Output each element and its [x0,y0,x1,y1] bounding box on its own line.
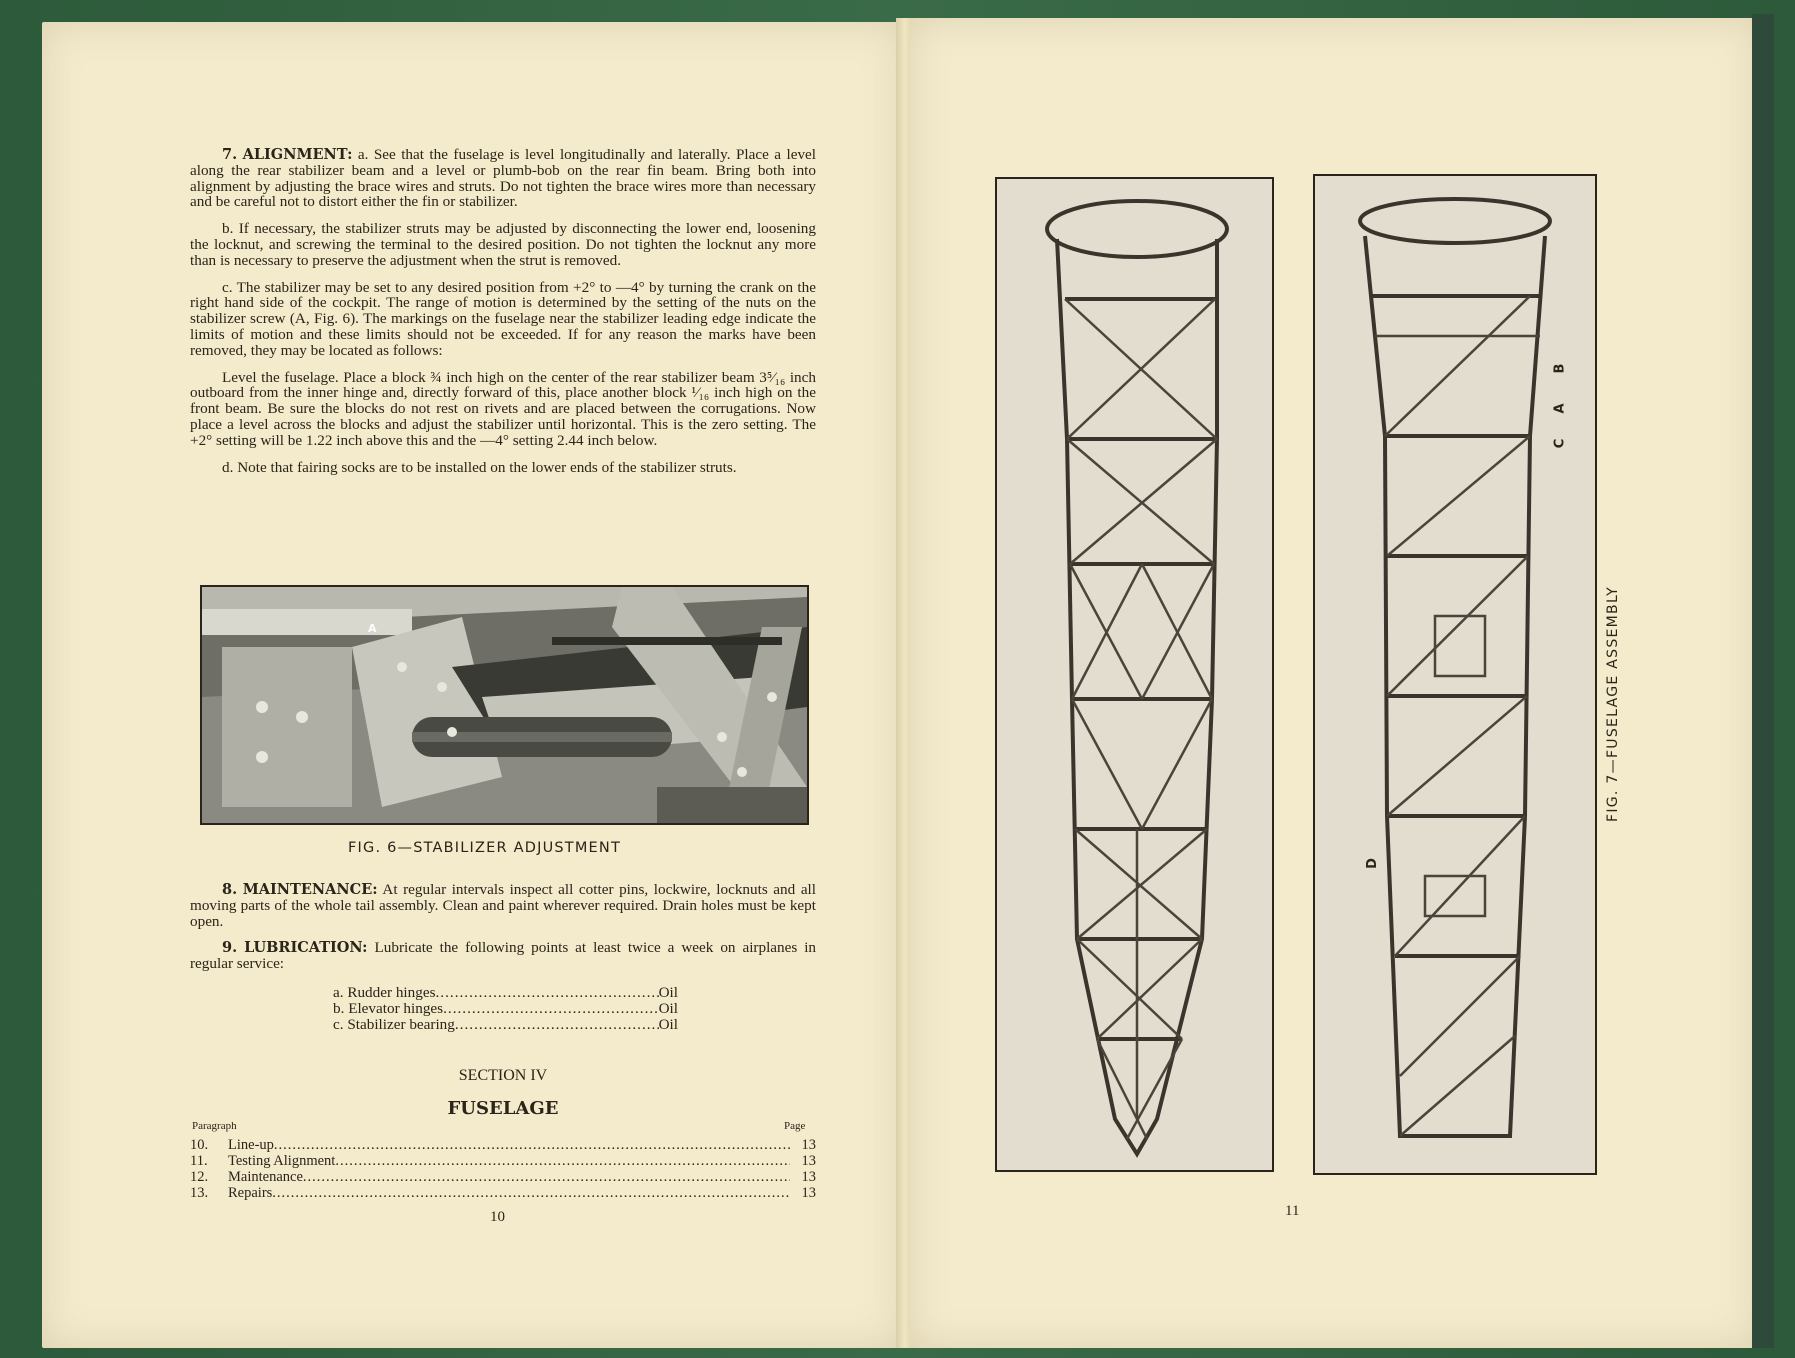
lubrication-item-value: Oil [658,1017,678,1033]
toc-entry-num: 10. [190,1137,209,1153]
toc-entry [190,1169,816,1185]
lubrication-item-label: a. Rudder hinges [333,985,436,1001]
fig7-caption: FIG. 7—FUSELAGE ASSEMBLY [1605,585,1621,822]
toc-entry-page: 13 [801,1153,816,1169]
alignment-para-b: b. If necessary, the stabilizer struts may be adjusted by disconnecting the lower end, loosening the locknut, and screwing the terminal to the desired position. Do not tighten the locknut any more than is necessary to preserve the adjustment when the strut is removed. [190,220,816,269]
lubrication-item-value: Oil [658,985,678,1001]
toc-list [190,1137,816,1201]
alignment-heading: ALIGNMENT: [242,146,353,163]
maintenance-para [190,882,816,929]
toc-entry-page: 13 [801,1137,816,1153]
maintenance-text: At regular intervals inspect all cotter pins, lockwire, locknuts and all moving parts of the whole tail assembly. Clean and paint wherever required. Drain holes must be kept open. [190,881,816,930]
toc-entry-page: 13 [801,1185,816,1201]
lubrication-heading: LUBRICATION: [244,939,368,957]
fig7-label-c: C [1552,438,1568,449]
maintenance-heading: MAINTENANCE: [242,881,378,898]
fig6-caption: FIG. 6—STABILIZER ADJUSTMENT [348,840,622,856]
toc-entry-num: 12. [190,1169,209,1185]
toc-entry [190,1153,816,1169]
lubrication-item [333,1001,678,1017]
fig6-photo [200,585,809,825]
alignment-para-level: Level the fuselage. Place a block ¾ inch high on the center of the rear stabilizer beam 3⁵⁄₁₆ inch outboard from the inner hinge and, directly forward of this, place another block ¹⁄₁₆ inch high on the front beam. Be sure the blocks do not rest on rivets and are placed between the corrugations. Now place a level across the blocks and adjust the stabilizer until horizontal. This is the zero setting. The +2° setting will be 1.22 inch above this and the —4° setting 2.44 inch below. [190,368,816,449]
toc-entry-num: 11. [190,1153,208,1169]
fig7-photo-top-view [995,177,1274,1172]
leader-dots [274,1137,790,1153]
leader-dots [436,985,659,1001]
lubrication-item-label: b. Elevator hinges [333,1001,444,1017]
toc-entry-title: Testing Alignment [228,1153,336,1169]
lubrication-item [333,985,678,1001]
lubrication-item [333,1017,678,1033]
toc-entry [190,1185,816,1201]
lubrication-item-value: Oil [658,1001,678,1017]
toc-entry-page: 13 [801,1169,816,1185]
toc-col-paragraph: Paragraph [192,1120,237,1132]
fig7-photo-side-view [1313,174,1597,1175]
page-number-right: 11 [1285,1203,1300,1219]
toc-col-page: Page [784,1120,806,1132]
leader-dots [272,1185,790,1201]
alignment-heading-num: 7. [222,146,238,163]
fig6-label-a: A [368,622,377,635]
lubrication-list [333,985,678,1033]
alignment-section [190,147,816,486]
toc-entry-num: 13. [190,1185,209,1201]
leader-dots [455,1017,659,1033]
lubrication-heading-num: 9. [222,939,238,957]
fig7-label-d: D [1364,858,1380,869]
fuselage-frame-side-view [1315,176,1595,1173]
fuselage-frame-top-view [997,179,1272,1170]
leader-dots [303,1169,790,1185]
lubrication-para [190,940,816,972]
alignment-para-a-text: a. See that the fuselage is level longitudinally and laterally. Place a level along the rear stabilizer beam and a level or plumb-bob on the rear fin beam. Bring both into alignment by adjusting the brace wires and struts. Do not tighten the brace wires more than necessary and be careful not to distort either the fin or stabilizer. [190,146,816,211]
section-title: FUSELAGE [447,1098,559,1119]
lubrication-text: Lubricate the following points at least twice a week on airplanes in regular service: [190,939,817,973]
lubrication-item-label: c. Stabilizer bearing [333,1017,455,1033]
alignment-para-a [190,147,816,210]
alignment-para-c: c. The stabilizer may be set to any desired position from +2° to —4° by turning the crank on the right hand side of the cockpit. The range of motion is determined by the setting of the nuts on the stabilizer screw (A, Fig. 6). The markings on the fuselage near the stabilizer leading edge indicate the limits of motion and these limits should not be exceeded. If for any reason the marks have been removed, they may be located as follows: [190,278,816,359]
page-number-left: 10 [490,1209,505,1225]
maintenance-heading-num: 8. [222,881,238,898]
section-number: SECTION IV [458,1067,548,1084]
toc-entry-title: Maintenance [228,1169,303,1185]
alignment-para-d: d. Note that fairing socks are to be installed on the lower ends of the stabilizer struts. [222,458,737,476]
toc-entry [190,1137,816,1153]
toc-entry-title: Line-up [228,1137,274,1153]
stabilizer-mechanism-illustration [202,587,807,823]
cover-edge [1752,14,1774,1348]
toc-entry-title: Repairs [228,1185,273,1201]
leader-dots [443,1001,658,1017]
fig7-label-b: B [1552,363,1568,374]
maintenance-section [190,882,816,983]
fig7-label-a: A [1552,403,1568,414]
leader-dots [335,1153,790,1169]
